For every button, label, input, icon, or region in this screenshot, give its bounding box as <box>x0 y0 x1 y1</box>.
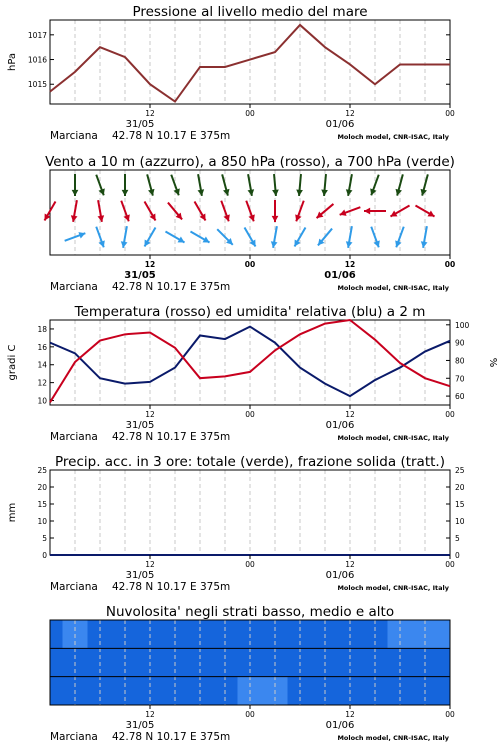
x-date-label: 31/05 <box>125 720 155 731</box>
x-tick-label: 00 <box>445 410 455 419</box>
y-right-tick-label: 15 <box>455 500 465 509</box>
y-tick-label: 15 <box>37 500 47 509</box>
y-tick-label: 16 <box>37 342 47 352</box>
y-tick-label: 25 <box>37 466 47 475</box>
x-tick-label: 00 <box>445 560 455 569</box>
wind-700-arrow-head <box>321 190 328 196</box>
x-date-label: 31/05 <box>125 119 155 130</box>
x-tick-label: 12 <box>145 710 155 719</box>
footer-coords: 42.78 N 10.17 E 375m <box>112 431 231 443</box>
x-tick-label: 12 <box>345 710 355 719</box>
precip-y-axis-label: mm <box>7 502 18 523</box>
x-date-label: 31/05 <box>125 420 155 431</box>
x-tick-label: 12 <box>345 560 355 569</box>
cloud-light-cell <box>388 620 451 648</box>
y-tick-label: 1016 <box>27 55 47 65</box>
wind-700-arrow-head <box>72 190 79 196</box>
x-tick-label: 00 <box>444 260 456 269</box>
footer-model: Moloch model, CNR-ISAC, Italy <box>337 434 449 442</box>
humidity-y-axis-label: % <box>487 357 498 368</box>
x-tick-label: 12 <box>145 410 155 419</box>
temperature-y-axis-label: gradi C <box>7 344 18 381</box>
footer-model: Moloch model, CNR-ISAC, Italy <box>337 284 449 292</box>
x-tick-label: 00 <box>245 109 255 118</box>
footer-coords: 42.78 N 10.17 E 375m <box>112 731 231 743</box>
x-tick-label: 00 <box>245 560 255 569</box>
panel-title: Precip. acc. in 3 ore: totale (verde), frazione solida (tratt.) <box>55 454 445 470</box>
y-right-tick-label: 10 <box>455 517 465 526</box>
footer-coords: 42.78 N 10.17 E 375m <box>112 281 231 293</box>
wind-700-arrow-head <box>122 190 129 196</box>
y-right-tick-label: 100 <box>455 320 470 330</box>
y-right-tick-label: 20 <box>455 483 465 492</box>
footer-coords: 42.78 N 10.17 E 375m <box>112 130 231 142</box>
x-tick-label: 12 <box>144 260 156 269</box>
y-tick-label: 14 <box>37 360 47 370</box>
footer-location: Marciana <box>50 281 98 293</box>
x-tick-label: 00 <box>245 710 255 719</box>
panel-title: Nuvolosita' negli strati basso, medio e alto <box>105 604 395 620</box>
x-tick-label: 12 <box>345 109 355 118</box>
y-tick-label: 18 <box>37 324 47 334</box>
wind-850-arrow-head <box>272 216 279 222</box>
x-date-label: 01/06 <box>325 720 355 731</box>
cloud-light-cell <box>238 677 288 705</box>
x-tick-label: 12 <box>344 260 356 269</box>
y-right-tick-label: 70 <box>455 374 465 384</box>
pressure-y-axis-label: hPa <box>7 52 18 72</box>
panel-title: Temperatura (rosso) ed umidita' relativa (blu) a 2 m <box>74 304 426 320</box>
x-tick-label: 12 <box>145 109 155 118</box>
panel-title: Vento a 10 m (azzurro), a 850 hPa (rosso), a 700 hPa (verde) <box>45 154 455 170</box>
footer-location: Marciana <box>50 130 98 142</box>
y-right-tick-label: 0 <box>455 551 460 560</box>
wind-700-arrow-head <box>272 190 279 196</box>
x-date-label: 01/06 <box>325 420 355 431</box>
footer-model: Moloch model, CNR-ISAC, Italy <box>337 133 449 141</box>
panel-title: Pressione al livello medio del mare <box>132 4 368 20</box>
footer-model: Moloch model, CNR-ISAC, Italy <box>337 734 449 742</box>
x-tick-label: 12 <box>145 560 155 569</box>
footer-coords: 42.78 N 10.17 E 375m <box>112 581 231 593</box>
wind-700-arrow-head <box>296 190 303 196</box>
temperature-line <box>50 320 450 402</box>
x-date-label: 01/06 <box>325 570 355 581</box>
x-tick-label: 00 <box>244 260 256 269</box>
y-right-tick-label: 5 <box>455 534 460 543</box>
y-tick-label: 10 <box>37 517 47 526</box>
x-tick-label: 12 <box>345 410 355 419</box>
x-tick-label: 00 <box>245 410 255 419</box>
y-right-tick-label: 90 <box>455 338 465 348</box>
y-right-tick-label: 80 <box>455 356 465 366</box>
y-tick-label: 1015 <box>27 80 47 90</box>
footer-location: Marciana <box>50 731 98 743</box>
x-tick-label: 00 <box>445 710 455 719</box>
y-tick-label: 12 <box>37 378 47 388</box>
y-tick-label: 0 <box>42 551 47 560</box>
y-tick-label: 10 <box>37 396 47 406</box>
y-tick-label: 20 <box>37 483 47 492</box>
x-tick-label: 00 <box>445 109 455 118</box>
x-date-label: 01/06 <box>325 119 355 130</box>
footer-location: Marciana <box>50 581 98 593</box>
y-tick-label: 5 <box>42 534 47 543</box>
x-date-label: 01/06 <box>324 270 356 281</box>
footer-location: Marciana <box>50 431 98 443</box>
wind-850-arrow-head <box>364 208 370 215</box>
footer-model: Moloch model, CNR-ISAC, Italy <box>337 584 449 592</box>
x-date-label: 31/05 <box>124 270 156 281</box>
x-date-label: 31/05 <box>125 570 155 581</box>
y-right-tick-label: 25 <box>455 466 465 475</box>
y-right-tick-label: 60 <box>455 392 465 402</box>
y-tick-label: 1017 <box>27 30 47 40</box>
